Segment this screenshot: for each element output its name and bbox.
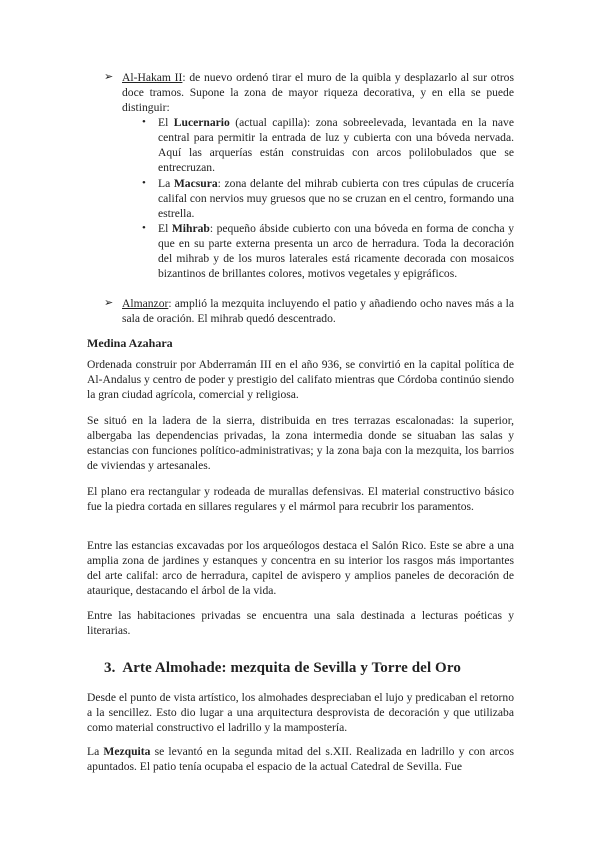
medina-heading: Medina Azahara bbox=[87, 336, 173, 350]
para2-text: se levantó en la segunda mitad del s.XII. Realizada en ladrillo y con arcos apuntados. El patio tenía ocupaba el espacio de la actual Catedral de Sevilla. Fue bbox=[87, 745, 514, 773]
item-prefix: El bbox=[158, 116, 174, 129]
mihrab-text: : pequeño ábside cubierto con una bóveda en forma de concha y que en su parte externa presenta un arco de herradura. Toda la decoración del mihrab y de los muros laterales está ricamente decorada con mosaicos bizantinos de brillantes colores, motivos vegetales y epigráficos. bbox=[158, 222, 514, 280]
bullet-icon: • bbox=[142, 177, 146, 189]
bullet-icon: • bbox=[142, 222, 146, 234]
hakam-text: : de nuevo ordenó tirar el muro de la quibla y desplazarlo al sur otros doce tramos. Supone la zona de mayor riqueza decorativa, y en ella se puede distinguir: bbox=[122, 71, 514, 114]
section-3-paragraph-2 bbox=[87, 744, 514, 774]
mihrab-item bbox=[158, 221, 514, 281]
item-prefix: La bbox=[158, 177, 174, 190]
hakam-name: Al-Hakam II bbox=[122, 71, 183, 84]
lucernario-term: Lucernario bbox=[173, 116, 230, 129]
arrow-bullet-icon: ➢ bbox=[104, 297, 114, 309]
bullet-icon: • bbox=[142, 116, 146, 128]
medina-paragraph-3: El plano era rectangular y rodeada de murallas defensivas. El material constructivo básico fue la piedra cortada en sillares regulares y el mármol para recubrir los paramentos. bbox=[87, 485, 514, 513]
almanzor-paragraph bbox=[122, 296, 514, 326]
medina-paragraph-4: Entre las estancias excavadas por los arqueólogos destaca el Salón Rico. Este se abre a una amplia zona de jardines y estanques y concentra en su interior los rasgos más importantes del arte califal: arco de herradura, capitel de avispero y amplios paneles de decoración de ataurique, destacando el árbol de la vida. bbox=[87, 539, 514, 597]
medina-paragraph-5: Entre las habitaciones privadas se encuentra una sala destinada a lecturas poéticas y literarias. bbox=[87, 609, 514, 637]
arrow-bullet-icon: ➢ bbox=[104, 71, 114, 83]
section-number: 3. bbox=[104, 660, 116, 676]
macsura-term: Macsura bbox=[173, 177, 218, 190]
para2-prefix: La bbox=[87, 745, 104, 758]
mezquita-term: Mezquita bbox=[103, 745, 151, 758]
lucernario-item bbox=[158, 115, 514, 175]
mihrab-term: Mihrab bbox=[171, 222, 210, 235]
section-3-heading bbox=[104, 660, 461, 677]
almanzor-text: : amplió la mezquita incluyendo el patio y añadiendo ocho naves más a la sala de oración. El mihrab quedó descentrado. bbox=[122, 297, 514, 325]
hakam-paragraph bbox=[122, 70, 514, 115]
section-title: Arte Almohade: mezquita de Sevilla y Torre del Oro bbox=[122, 660, 461, 676]
almanzor-name: Almanzor bbox=[122, 297, 169, 310]
medina-paragraph-2: Se situó en la ladera de la sierra, distribuida en tres terrazas escalonadas: la superior, albergaba las dependencias privadas, la zona intermedia donde se situaban las salas y estancias con funciones político-administrativas; y la zona baja con la mezquita, los barrios de viviendas y artesanales. bbox=[87, 414, 514, 472]
medina-paragraph-1: Ordenada construir por Abderramán III en el año 936, se convirtió en la capital política de Al-Andalus y centro de poder y prestigio del califato mientras que Córdoba continúo siendo la gran ciudad agrícola, comercial y religiosa. bbox=[87, 358, 514, 401]
section-3-paragraph-1: Desde el punto de vista artístico, los almohades despreciaban el lujo y predicaban el retorno a la sencillez. Esto dio lugar a una arquitectura desprovista de decoración y que utilizaba como material constructivo el ladrillo y la mampostería. bbox=[87, 691, 514, 734]
macsura-item bbox=[158, 176, 514, 221]
lucernario-text: (actual capilla): zona sobreelevada, levantada en la nave central para permitir la entrada de luz y cubierta con una bóveda nervada. Aquí las arquerías están construidas con arcos polilobulados que se entrecruzan. bbox=[158, 116, 514, 174]
item-prefix: El bbox=[158, 222, 172, 235]
macsura-text: : zona delante del mihrab cubierta con tres cúpulas de crucería califal con nervios muy gruesos que no se cruzan en el centro, formando una estrella. bbox=[158, 177, 514, 220]
